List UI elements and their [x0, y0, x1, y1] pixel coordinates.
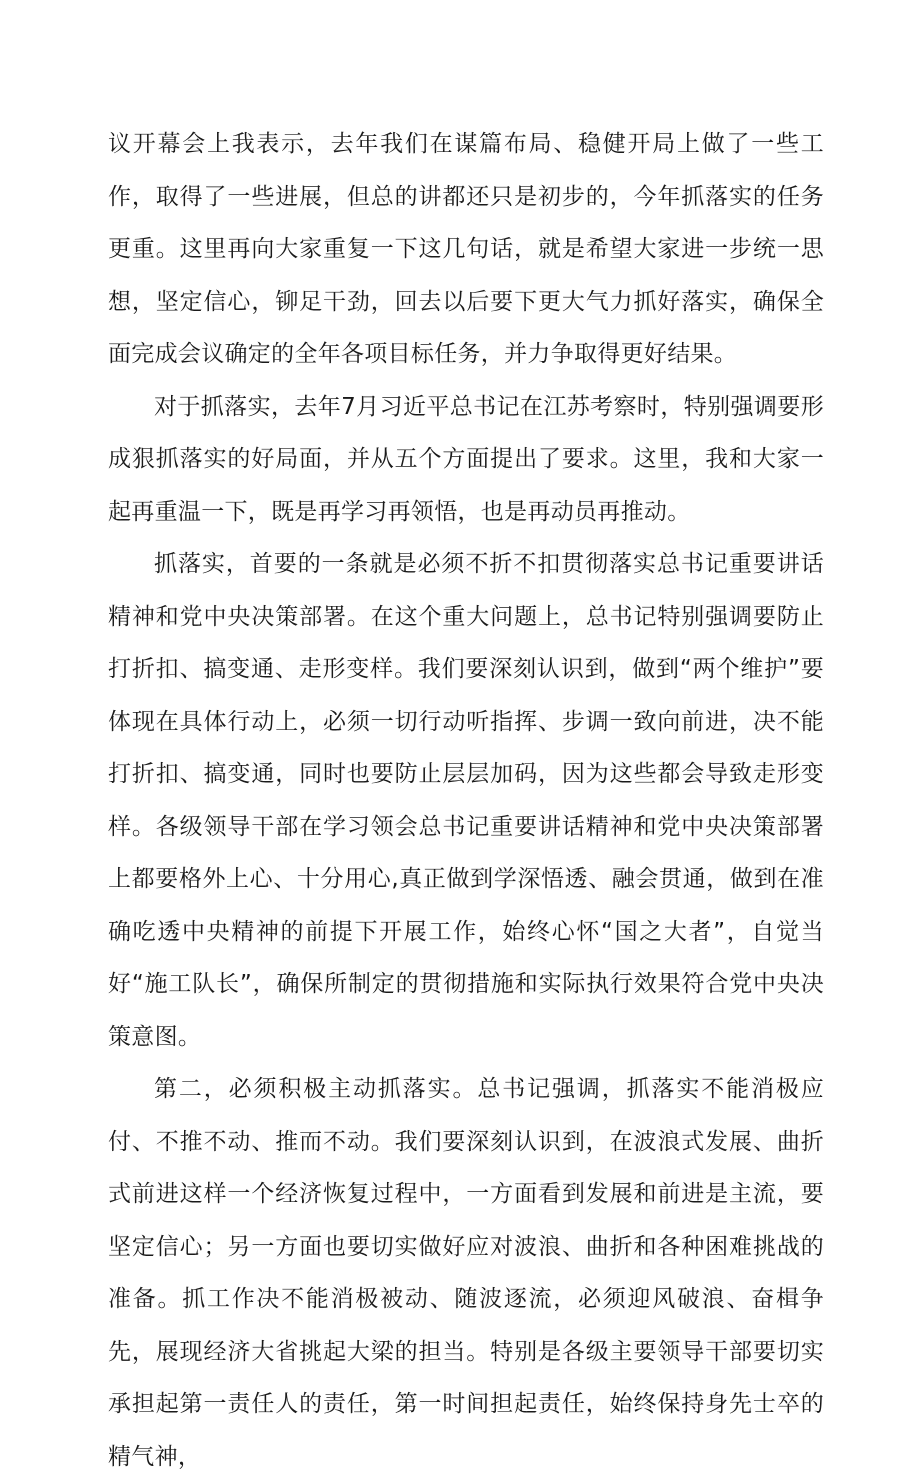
paragraph-4: 第二，必须积极主动抓落实。总书记强调，抓落实不能消极应付、不推不动、推而不动。我们要深刻认识到，在波浪式发展、曲折式前进这样一个经济恢复过程中，一方面看到发展和前进是主流，要坚定信心；另一方面也要切实做好应对波浪、曲折和各种困难挑战的准备。抓工作决不能消极被动、随波逐流，必须迎风破浪、奋楫争先，展现经济大省挑起大梁的担当。特别是各级主要领导干部要切实承担起第一责任人的责任，第一时间担起责任，始终保持身先士卒的精气神， [108, 1076, 824, 1470]
paragraph-1: 议开幕会上我表示，去年我们在谋篇布局、稳健开局上做了一些工作，取得了一些进展，但总的讲都还只是初步的，今年抓落实的任务更重。这里再向大家重复一下这几句话，就是希望大家进一步统一思想，坚定信心，铆足干劲，回去以后要下更大气力抓好落实，确保全面完成会议确定的全年各项目标任务，并力争取得更好结果。 [108, 131, 824, 367]
paragraph-2: 对于抓落实，去年7月习近平总书记在江苏考察时，特别强调要形成狠抓落实的好局面，并从五个方面提出了要求。这里，我和大家一起再重温一下，既是再学习再领悟，也是再动员再推动。 [108, 393, 824, 525]
paragraph-3: 抓落实，首要的一条就是必须不折不扣贯彻落实总书记重要讲话精神和党中央决策部署。在这个重大问题上，总书记特别强调要防止打折扣、搞变通、走形变样。我们要深刻认识到，做到“两个维护”要体现在具体行动上，必须一切行动听指挥、步调一致向前进，决不能打折扣、搞变通，同时也要防止层层加码，因为这些都会导致走形变样。各级领导干部在学习领会总书记重要讲话精神和党中央决策部署上都要格外上心、十分用心,真正做到学深悟透、融会贯通，做到在准确吃透中央精神的前提下开展工作，始终心怀“国之大者”，自觉当好“施工队长”，确保所制定的贯彻措施和实际执行效果符合党中央决策意图。 [108, 551, 824, 1050]
document-body [108, 118, 824, 1483]
